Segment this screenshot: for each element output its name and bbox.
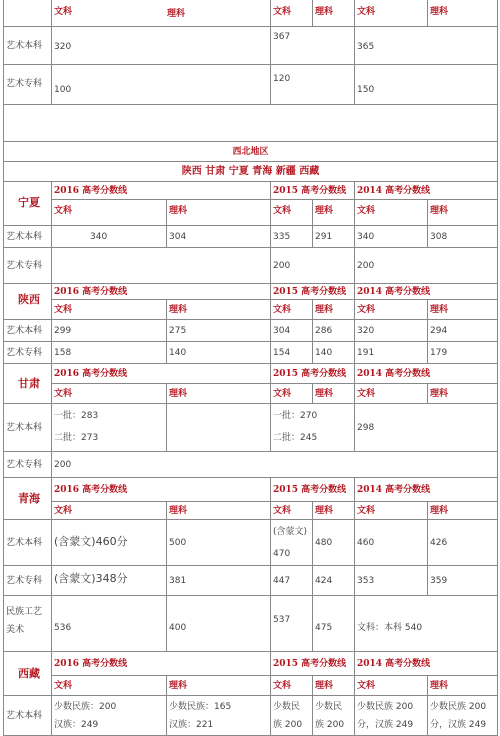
ningxia-benke-l15: 291 [313,226,355,248]
xizang-wen14: 文科 [355,676,428,696]
xizang-h2015: 2015 高考分数线 [271,652,355,676]
gansu-zhuanke-w16: 200 [52,452,498,478]
qinghai-benke-w15: (含蒙文) 470 [271,520,313,566]
qinghai-name: 青海 [3,478,52,520]
ningxia-benke-w14: 340 [355,226,428,248]
ningxia-wen16: 文科 [52,200,167,226]
xizang-name: 西藏 [3,652,52,696]
qinghai-benke-w16: (含蒙文)460分 [52,520,167,566]
ningxia-benke-label: 艺术本科 [3,226,52,248]
ningxia-li14: 理科 [428,200,498,226]
shaanxi-li16: 理科 [167,300,271,320]
qinghai-minzu-l16: 400 [167,596,271,652]
qinghai-benke-label: 艺术本科 [3,520,52,566]
xizang-benke-l15: 少数民 族 200 [313,696,355,736]
gansu-h2014: 2014 高考分数线 [355,364,498,384]
top-row-zhuanke-2015: 120 [271,65,355,105]
top-header-wen-2015: 文科 [271,0,313,27]
ningxia-zhuanke-16 [52,248,271,284]
shaanxi-zhuanke-l16: 140 [167,342,271,364]
top-header-li-2014: 理科 [428,0,498,27]
gansu-benke-w16: 一批：283 二批：273 [52,404,167,452]
ningxia-h2015: 2015 高考分数线 [271,182,355,200]
top-row-benke-2015: 367 [271,27,355,65]
qinghai-h2016: 2016 高考分数线 [52,478,271,502]
top-row-benke-label: 艺术本科 [3,27,52,65]
qinghai-minzu-label: 民族工艺 美术 [3,596,52,652]
xizang-li16: 理科 [167,676,271,696]
ningxia-zhuanke-w15: 200 [271,248,355,284]
xizang-li14: 理科 [428,676,498,696]
xizang-h2014: 2014 高考分数线 [355,652,498,676]
top-header-wen-2016: 文科 [52,0,271,27]
gansu-zhuanke-label: 艺术专科 [3,452,52,478]
ningxia-benke-l16: 304 [167,226,271,248]
ningxia-name: 宁夏 [3,182,52,226]
region-provinces: 陕西 甘肃 宁夏 青海 新疆 西藏 [3,162,498,182]
ningxia-benke-w15: 335 [271,226,313,248]
shaanxi-li14: 理科 [428,300,498,320]
gansu-wen16: 文科 [52,384,167,404]
ningxia-benke-w16: 340 [52,226,167,248]
shaanxi-zhuanke-label: 艺术专科 [3,342,52,364]
spacer-row [3,105,498,142]
top-row-benke-2016: 320 [52,27,271,65]
ningxia-wen15: 文科 [271,200,313,226]
score-table [3,0,498,736]
qinghai-zhuanke-l15: 424 [313,566,355,596]
qinghai-li15: 理科 [313,502,355,520]
ningxia-li15: 理科 [313,200,355,226]
ningxia-h2014: 2014 高考分数线 [355,182,498,200]
qinghai-minzu-w16: 536 [52,596,167,652]
gansu-name: 甘肃 [3,364,52,404]
gansu-benke-w15: 一批：270 二批：245 [271,404,355,452]
top-row-benke-2014: 365 [355,27,498,65]
xizang-benke-w14: 少数民族 200 分，汉族 249 [355,696,428,736]
qinghai-zhuanke-l14: 359 [428,566,498,596]
qinghai-minzu-w15: 537 [271,596,313,652]
qinghai-zhuanke-w15: 447 [271,566,313,596]
region-title: 西北地区 [3,142,498,162]
qinghai-zhuanke-label: 艺术专科 [3,566,52,596]
shaanxi-zhuanke-w14: 191 [355,342,428,364]
qinghai-h2015: 2015 高考分数线 [271,478,355,502]
shaanxi-h2014: 2014 高考分数线 [355,284,498,300]
ningxia-zhuanke-label: 艺术专科 [3,248,52,284]
ningxia-wen14: 文科 [355,200,428,226]
ningxia-li16: 理科 [167,200,271,226]
gansu-li15: 理科 [313,384,355,404]
shaanxi-benke-label: 艺术本科 [3,320,52,342]
qinghai-li14: 理科 [428,502,498,520]
shaanxi-name: 陕西 [3,284,52,320]
top-blank [3,0,52,27]
gansu-benke-label: 艺术本科 [3,404,52,452]
gansu-li16: 理科 [167,384,271,404]
top-header-li-2015: 理科 [313,0,355,27]
top-row-zhuanke-2014: 150 [355,65,498,105]
xizang-benke-label: 艺术本科 [3,696,52,736]
xizang-benke-l16: 少数民族：165 汉族：221 [167,696,271,736]
shaanxi-wen15: 文科 [271,300,313,320]
shaanxi-benke-w14: 320 [355,320,428,342]
gansu-benke-w14: 298 [355,404,498,452]
qinghai-benke-l16: 500 [167,520,271,566]
qinghai-minzu-l15: 475 [313,596,355,652]
top-row-zhuanke-2016: 100 [52,65,271,105]
shaanxi-zhuanke-w16: 158 [52,342,167,364]
qinghai-wen14: 文科 [355,502,428,520]
shaanxi-benke-w15: 304 [271,320,313,342]
shaanxi-benke-l15: 286 [313,320,355,342]
shaanxi-wen14: 文科 [355,300,428,320]
gansu-wen15: 文科 [271,384,313,404]
qinghai-wen16: 文科 [52,502,167,520]
shaanxi-li15: 理科 [313,300,355,320]
top-row-zhuanke-label: 艺术专科 [3,65,52,105]
ningxia-benke-l14: 308 [428,226,498,248]
shaanxi-h2015: 2015 高考分数线 [271,284,355,300]
gansu-benke-l16 [167,404,271,452]
qinghai-zhuanke-l16: 381 [167,566,271,596]
qinghai-li16: 理科 [167,502,271,520]
qinghai-benke-l14: 426 [428,520,498,566]
qinghai-benke-w14: 460 [355,520,428,566]
xizang-wen15: 文科 [271,676,313,696]
shaanxi-benke-l14: 294 [428,320,498,342]
ningxia-h2016: 2016 高考分数线 [52,182,271,200]
xizang-li15: 理科 [313,676,355,696]
top-header-wen-2014: 文科 [355,0,428,27]
xizang-benke-w16: 少数民族：200 汉族：249 [52,696,167,736]
gansu-h2015: 2015 高考分数线 [271,364,355,384]
shaanxi-benke-l16: 275 [167,320,271,342]
qinghai-benke-l15: 480 [313,520,355,566]
xizang-benke-l14: 少数民族 200 分，汉族 249 [428,696,498,736]
qinghai-minzu-w14: 文科：本科 540 [355,596,498,652]
shaanxi-zhuanke-w15: 154 [271,342,313,364]
shaanxi-wen16: 文科 [52,300,167,320]
shaanxi-benke-w16: 299 [52,320,167,342]
xizang-h2016: 2016 高考分数线 [52,652,271,676]
qinghai-h2014: 2014 高考分数线 [355,478,498,502]
ningxia-zhuanke-w14: 200 [355,248,498,284]
qinghai-zhuanke-w16: (含蒙文)348分 [52,566,167,596]
xizang-wen16: 文科 [52,676,167,696]
shaanxi-zhuanke-l14: 179 [428,342,498,364]
shaanxi-zhuanke-l15: 140 [313,342,355,364]
qinghai-wen15: 文科 [271,502,313,520]
gansu-h2016: 2016 高考分数线 [52,364,271,384]
qinghai-zhuanke-w14: 353 [355,566,428,596]
gansu-li14: 理科 [428,384,498,404]
shaanxi-h2016: 2016 高考分数线 [52,284,271,300]
xizang-benke-w15: 少数民 族 200 [271,696,313,736]
gansu-wen14: 文科 [355,384,428,404]
top-header-li-2016: 理科 [167,9,186,19]
